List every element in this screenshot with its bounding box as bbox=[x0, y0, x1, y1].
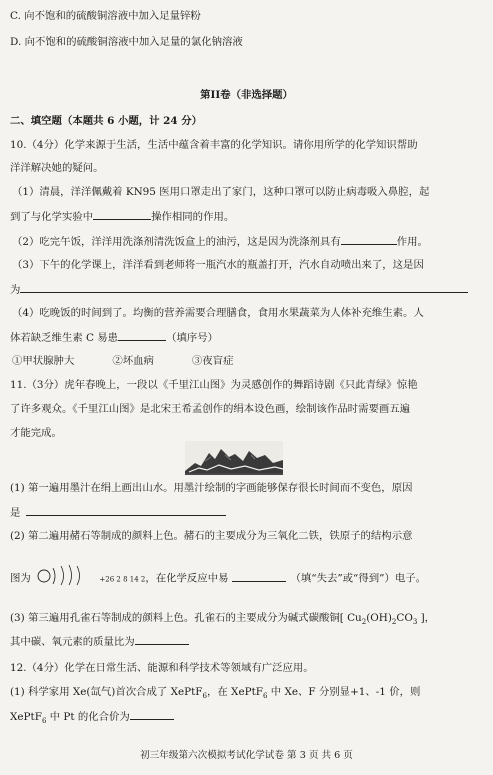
q11-part3-line2 bbox=[10, 634, 485, 649]
q10-part3-line1: （3）下午的化学课上，洋洋看到老师将一瓶汽水的瓶盖打开，汽水自动喷出来了，这是因 bbox=[12, 259, 424, 271]
q11-part3-text-b: (OH) bbox=[366, 612, 392, 624]
subscript: 2 bbox=[361, 618, 367, 625]
q10-stem-line2: 洋洋解决她的疑问。 bbox=[10, 162, 104, 174]
answer-blank[interactable] bbox=[341, 234, 397, 245]
q10-part3-text: 为 bbox=[10, 284, 21, 296]
q11-part1-text: 是 bbox=[10, 507, 21, 519]
page-footer: 初三年级第六次模拟考试化学试卷 第 3 页 共 6 页 bbox=[140, 750, 353, 761]
q11-part3-text-e: 其中碳、氧元素的质量比为 bbox=[10, 636, 135, 648]
q11-part2-line2 bbox=[10, 563, 485, 589]
answer-blank[interactable] bbox=[130, 709, 174, 720]
answer-blank[interactable] bbox=[20, 282, 468, 293]
q12-part1-text-a: (1) 科学家用 Xe(氙气)首次合成了 XePtF bbox=[10, 686, 203, 698]
q11-part1-line1: (1) 第一遍用墨汁在绢上画出山水。用墨汁绘制的字画能够保存很长时间而不变色，原因 bbox=[10, 482, 413, 494]
q10-part4-text-b: （填序号） bbox=[166, 332, 219, 344]
answer-blank[interactable] bbox=[118, 330, 166, 341]
subscript: 6 bbox=[262, 692, 268, 699]
landscape-painting-image bbox=[185, 441, 283, 475]
q10-part2 bbox=[12, 234, 487, 249]
part-title: 二、填空题（本题共 6 小题，计 24 分） bbox=[10, 115, 203, 127]
q10-part4-line1: （4）吃晚饭的时间到了。均衡的营养需要合理膳食，食用水果蔬菜为人体补充维生素。人 bbox=[12, 307, 424, 319]
q11-stem-line1: 11.（3分）虎年春晚上，一段以《千里江山图》为灵感创作的舞蹈诗剧《只此青绿》惊艳 bbox=[10, 379, 418, 391]
section-title: 第II卷（非选择题） bbox=[200, 89, 293, 101]
q10-part2-text-a: （2）吃完午饭，洋洋用洗涤剂清洗饭盒上的油污，这是因为洗涤剂具有 bbox=[12, 236, 341, 248]
answer-blank[interactable] bbox=[135, 634, 189, 645]
q11-stem-line2: 了许多观众。《千里江山图》是北宋王希孟创作的绢本设色画，绘制该作品时需要画五遍 bbox=[10, 403, 411, 415]
answer-blank[interactable] bbox=[93, 209, 151, 220]
q11-part3-line1 bbox=[10, 611, 485, 625]
q10-choice-1: ①甲状腺肿大 bbox=[12, 355, 75, 367]
q12-part1-line1 bbox=[10, 685, 485, 699]
q11-part2-text-c: （填“失去”或“得到”）电子。 bbox=[290, 572, 427, 585]
q11-part2-text-b: ，在化学反应中易 bbox=[145, 572, 229, 585]
answer-blank[interactable] bbox=[26, 505, 226, 516]
subscript: 2 bbox=[391, 618, 397, 625]
q10-choice-3: ③夜盲症 bbox=[191, 355, 234, 367]
option-d: D. 向不饱和的硫酸铜溶液中加入足量的氯化钠溶液 bbox=[10, 36, 243, 48]
q12-part1-line2 bbox=[10, 709, 485, 724]
q10-choices bbox=[12, 354, 487, 368]
q12-part1-text-c: 中 Xe、F 分别显+1、-1 价，则 bbox=[267, 686, 421, 698]
q11-part2-text-a: 图为 bbox=[10, 572, 31, 585]
q12-part1-text-e: 中 Pt 的化合价为 bbox=[46, 711, 130, 723]
q10-part2-text-b: 作用。 bbox=[396, 236, 428, 248]
subscript: 6 bbox=[202, 692, 207, 699]
q10-part1-line2 bbox=[10, 209, 485, 224]
q10-part1-text-b: 操作相同的作用。 bbox=[151, 211, 235, 223]
subscript: 6 bbox=[41, 717, 47, 724]
q11-part3-text-d: ]， bbox=[417, 612, 436, 624]
q11-part3-text-a: (3) 第三遍用孔雀石等制成的颜料上色。孔雀石的主要成分为碱式碳酸铜[ Cu bbox=[10, 612, 362, 624]
q11-part1-line2 bbox=[10, 505, 485, 520]
q12-stem: 12.（4分）化学在日常生活、能源和科学技术等领域有广泛应用。 bbox=[10, 662, 314, 674]
answer-blank[interactable] bbox=[232, 571, 286, 582]
q10-part3-line2 bbox=[10, 282, 485, 297]
q10-part4-text-a: 体若缺乏维生素 C 易患 bbox=[10, 332, 119, 344]
q11-part2-line1: (2) 第二遍用赭石等制成的颜料上色。赭石的主要成分为三氧化二铁，铁原子的结构示意 bbox=[10, 530, 413, 542]
subscript: 3 bbox=[412, 618, 418, 625]
iron-atom-structure-diagram bbox=[36, 563, 94, 589]
q10-part1-text-a: 到了与化学实验中 bbox=[10, 211, 94, 223]
q12-part1-text-b: ，在 XePtF bbox=[206, 686, 263, 698]
q10-stem-line1: 10.（4分）化学来源于生活，生活中蕴含着丰富的化学知识。请你用所学的化学知识帮助 bbox=[10, 139, 418, 151]
q11-stem-line3: 才能完成。 bbox=[10, 427, 62, 439]
q10-part4-line2 bbox=[10, 330, 485, 345]
q11-part3-text-c: CO bbox=[396, 612, 413, 624]
atom-label: +26 2 8 14 2 bbox=[99, 575, 146, 584]
q12-part1-text-d: XePtF bbox=[10, 711, 42, 723]
option-c: C. 向不饱和的硫酸铜溶液中加入足量锌粉 bbox=[10, 10, 201, 22]
q10-part1-line1: （1）清晨，洋洋佩戴着 KN95 医用口罩走出了家门，这种口罩可以防止病毒吸入鼻腔，起 bbox=[12, 186, 430, 198]
q10-choice-2: ②坏血病 bbox=[112, 355, 154, 367]
